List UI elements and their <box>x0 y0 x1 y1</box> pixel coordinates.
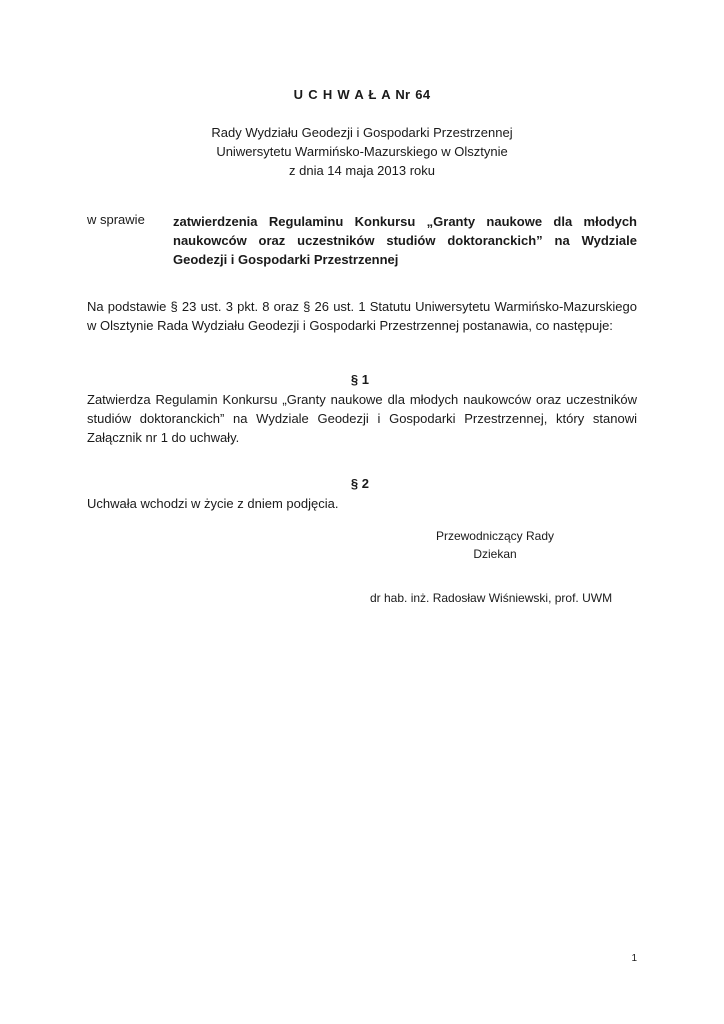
section-2-heading: § 2 <box>350 476 369 491</box>
section-1-heading: § 1 <box>350 372 369 387</box>
issuer-line-university: Uniwersytetu Warmińsko-Mazurskiego w Olsztynie <box>216 144 508 159</box>
subject-label: w sprawie <box>87 212 145 227</box>
issuer-line-date: z dnia 14 maja 2013 roku <box>289 163 435 178</box>
signer-name: dr hab. inż. Radosław Wiśniewski, prof. UWM <box>370 591 613 605</box>
signature-role-chair: Przewodniczący Rady <box>435 529 555 543</box>
legal-basis-paragraph: Na podstawie § 23 ust. 3 pkt. 8 oraz § 26 ust. 1 Statutu Uniwersytetu Warmińsko-Mazurskiego w Olsztynie Rada Wydziału Geodezji i Gospodarki Przestrzennej postanawia, co następuje: <box>87 299 637 333</box>
resolution-title: U C H W A Ł A Nr 64 <box>293 87 431 102</box>
section-2-body: Uchwała wchodzi w życie z dniem podjęcia. <box>87 496 339 511</box>
issuer-line-council: Rady Wydziału Geodezji i Gospodarki Przestrzennej <box>211 125 513 140</box>
subject-text: zatwierdzenia Regulaminu Konkursu „Granty naukowe dla młodych naukowców oraz uczestników studiów doktoranckich” na Wydziale Geodezji i Gospodarki Przestrzennej <box>173 214 637 267</box>
signature-role-dean: Dziekan <box>473 547 517 561</box>
issuer-block <box>0 123 724 180</box>
page-number: 1 <box>631 953 637 964</box>
section-1-body: Zatwierdza Regulamin Konkursu „Granty naukowe dla młodych naukowców oraz uczestników studiów doktoranckich” na Wydziale Geodezji i Gospodarki Przestrzennej, który stanowi Załącznik nr 1 do uchwały. <box>87 392 637 445</box>
signature-role <box>420 527 570 563</box>
